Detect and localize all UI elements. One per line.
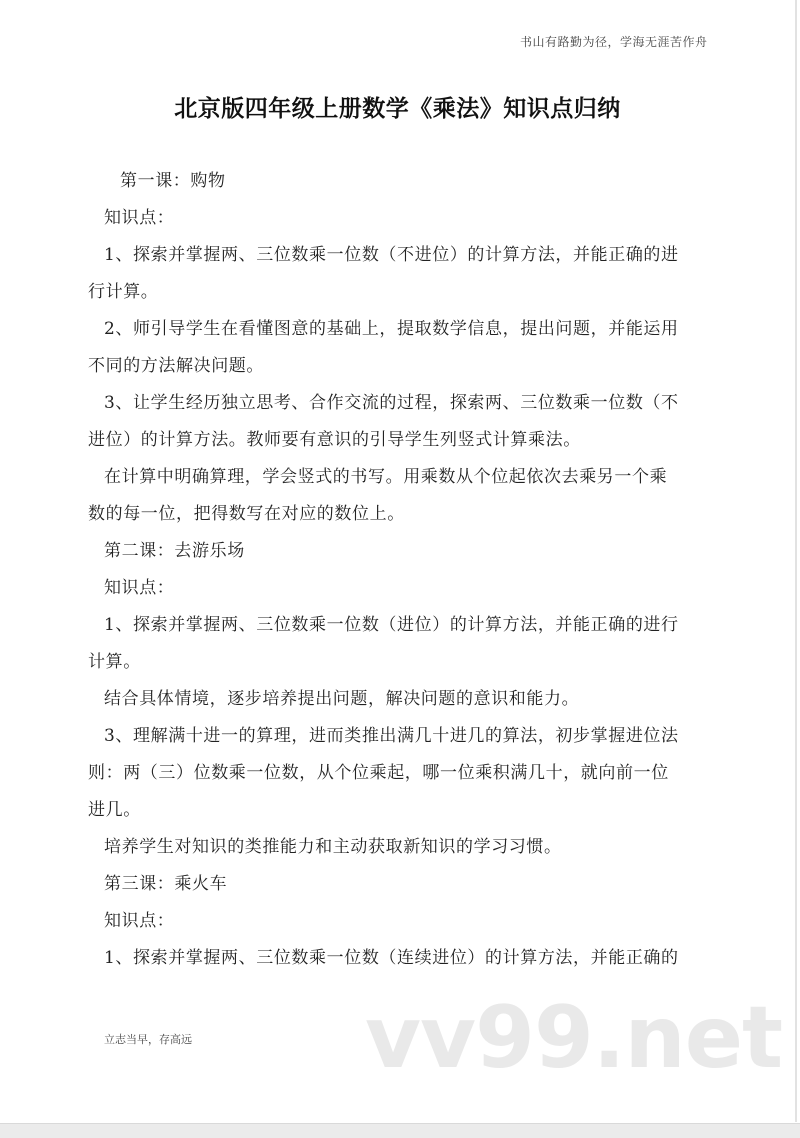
- section-label: 知识点：: [104, 911, 175, 931]
- paragraph-line: 培养学生对知识的类推能力和主动获取新知识的学习习惯。: [104, 837, 562, 857]
- paragraph-line: 1、探索并掌握两、三位数乘一位数（不进位）的计算方法，并能正确的进: [104, 245, 679, 265]
- paragraph-line: 行计算。: [88, 282, 159, 302]
- document-body: [88, 163, 704, 977]
- paragraph-line: 进位）的计算方法。教师要有意识的引导学生列竖式计算乘法。: [88, 430, 581, 450]
- header-quote: 书山有路勤为径，学海无涯苦作舟: [520, 35, 708, 49]
- paragraph-line: 进几。: [88, 800, 141, 820]
- paragraph-line: 3、让学生经历独立思考、合作交流的过程，探索两、三位数乘一位数（不: [104, 393, 679, 413]
- watermark: vv99.net: [365, 988, 783, 1088]
- paragraph-line: 1、探索并掌握两、三位数乘一位数（进位）的计算方法，并能正确的进行: [104, 615, 679, 635]
- section-label: 知识点：: [104, 578, 175, 598]
- lesson-heading: 第一课：购物: [120, 171, 226, 191]
- footer-quote: 立志当早，存高远: [104, 1033, 192, 1046]
- paragraph-line: 计算。: [88, 652, 141, 672]
- paragraph-line: 在计算中明确算理，学会竖式的书写。用乘数从个位起依次去乘另一个乘: [104, 467, 668, 487]
- section-label: 知识点：: [104, 208, 175, 228]
- paragraph-line: 1、探索并掌握两、三位数乘一位数（连续进位）的计算方法，并能正确的: [104, 948, 679, 968]
- paragraph-line: 2、师引导学生在看懂图意的基础上，提取数学信息，提出问题，并能运用: [104, 319, 679, 339]
- lesson-heading: 第三课：乘火车: [104, 874, 228, 894]
- page-title: 北京版四年级上册数学《乘法》知识点归纳: [174, 96, 621, 122]
- paragraph-line: 数的每一位，把得数写在对应的数位上。: [88, 504, 405, 524]
- paragraph-line: 3、理解满十进一的算理，进而类推出满几十进几的算法，初步掌握进位法: [104, 726, 679, 746]
- paragraph-line: 结合具体情境，逐步培养提出问题，解决问题的意识和能力。: [104, 689, 580, 709]
- lesson-heading: 第二课：去游乐场: [104, 541, 245, 561]
- paragraph-line: 不同的方法解决问题。: [88, 356, 264, 376]
- page-bottom-edge: [0, 1123, 800, 1138]
- paragraph-line: 则：两（三）位数乘一位数，从个位乘起，哪一位乘积满几十，就向前一位: [88, 763, 669, 783]
